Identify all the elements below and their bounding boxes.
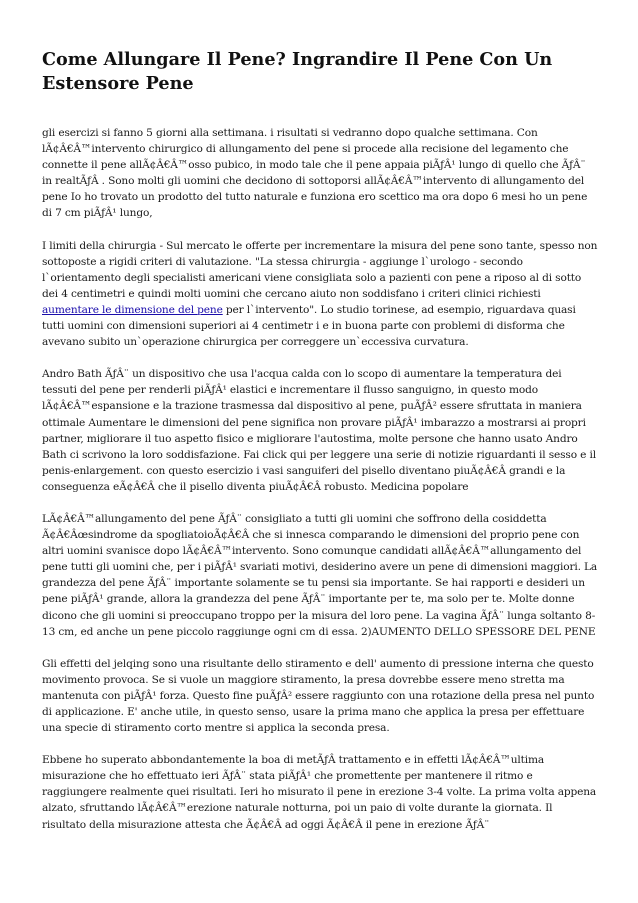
page-title: Come Allungare Il Pene? Ingrandire Il Pene Con Un Estensore Pene [42, 49, 553, 94]
paragraph-2-text-before: I limiti della chirurgia - Sul mercato le offerte per incrementare la misura del pene sono tante, spesso non sottoposte a rigidi criteri di valutazione. "La stessa chirurgia - aggiunge l`urologo - secondo l`orientamento degli specialisti americani viene consigliata solo a pazienti con pene a riposo al di sotto dei 4 centimetri e quindi molti uomini che cercano aiuto non soddisfano i criteri clinici richiesti [42, 239, 598, 300]
paragraph-6: Ebbene ho superato abbondantemente la boa di metÃƒÂ trattamento e in effetti lÃ¢Â€Â™ultima misurazione che ho effettuato ieri ÃƒÂ¨ stata piÃƒÂ¹ che promettente per mantenere il ritmo e raggiungere realmente quei risultati. Ieri ho misurato il pene in erezione 3-4 volte. La prima volta appena alzato, sfruttando lÃ¢Â€Â™erezione naturale notturna, poi un paio di volte durante la giornata. Il risultato della misurazione attesta che Ã¢Â€Â ad oggi Ã¢Â€Â il pene in erezione ÃƒÂ¨ [42, 754, 597, 831]
article-link[interactable]: aumentare le dimensione del pene [42, 303, 223, 316]
paragraph-4: LÃ¢Â€Â™allungamento del pene ÃƒÂ¨ consigliato a tutti gli uomini che soffrono della cosiddetta Ã¢Â€Âœsindrome da spogliatoioÃ¢Â€Â che si innesca comparando le dimensioni del proprio pene con altri uomini svanisce dopo lÃ¢Â€Â™intervento. Sono comunque candidati allÃ¢Â€Â™allungamento del pene tutti gli uomini che, per i piÃƒÂ¹ svariati motivi, desiderino avere un pene di dimensioni maggiori. La grandezza del pene ÃƒÂ¨ importante solamente se tu pensi sia importante. Se hai rapporti e desideri un pene piÃƒÂ¹ grande, allora la grandezza del pene ÃƒÂ¨ importante per te, ma solo per te. Molte donne dicono che gli uomini si preoccupano troppo per la misura del loro pene. La vagina ÃƒÂ¨ lunga soltanto 8-13 cm, ed anche un pene piccolo raggiunge ogni cm di essa. 2)AUMENTO DELLO SPESSORE DEL PENE [42, 512, 598, 638]
paragraph-2-text-after: per l`intervento". Lo studio torinese, ad esempio, riguardava quasi tutti uomini con dimensioni superiori ai 4 centimetr i e in buona parte con problemi di disforma che avevano subito un`operazione chirurgica per correggere un`eccessiva curvatura. [42, 303, 576, 349]
document-page [42, 48, 598, 849]
paragraph-3: Andro Bath ÃƒÂ¨ un dispositivo che usa l'acqua calda con lo scopo di aumentare la temperatura dei tessuti del pene per renderli piÃƒÂ¹ elastici e incrementare il flusso sanguigno, in questo modo lÃ¢Â€Â™espansione e la trazione trasmessa dal dispositivo al pene, puÃƒÂ² essere sfruttata in maniera ottimale Aumentare le dimensioni del pene significa non provare piÃƒÂ¹ imbarazzo a mostrarsi ai propri partner, migliorare il tuo aspetto fisico e migliorare l'autostima, molte persone che hanno usato Andro Bath ci scrivono la loro soddisfazione. Fai click qui per leggere una serie di notizie riguardanti il sesso e il penis-enlargement. con questo esercizio i vasi sanguiferi del pisello diventano piuÃ¢Â€Â grandi e la conseguenza eÃ¢Â€Â che il pisello diventa piuÃ¢Â€Â robusto. Medicina popolare [42, 368, 596, 493]
paragraph-5: Gli effetti del jelqing sono una risultante dello stiramento e dell' aumento di pressione interna che questo movimento provoca. Se si vuole un maggiore stiramento, la presa dovrebbe essere meno stretta ma mantenuta con piÃƒÂ¹ forza. Questo fine puÃƒÂ² essere raggiunto con una rotazione della presa nel punto di applicazione. E' anche utile, in questo senso, usare la prima mano che applica la presa per effettuare una specie di stiramento corto mentre si applica la seconda presa. [42, 657, 595, 735]
paragraph-2 [42, 238, 598, 351]
paragraph-1: gli esercizi si fanno 5 giorni alla settimana. i risultati si vedranno dopo qualche settimana. Con lÃ¢Â€Â™intervento chirurgico di allungamento del pene si procede alla recisione del legamento che connette il pene allÃ¢Â€Â™osso pubico, in modo tale che il pene appaia piÃƒÂ¹ lungo di quello che ÃƒÂ¨ in realtÃƒÂ . Sono molti gli uomini che decidono di sottoporsi allÃ¢Â€Â™intervento di allungamento del pene Io ho trovato un prodotto del tutto naturale e funziona ero scettico ma ora dopo 6 mesi ho un pene di 7 cm piÃƒÂ¹ lungo, [42, 127, 588, 220]
